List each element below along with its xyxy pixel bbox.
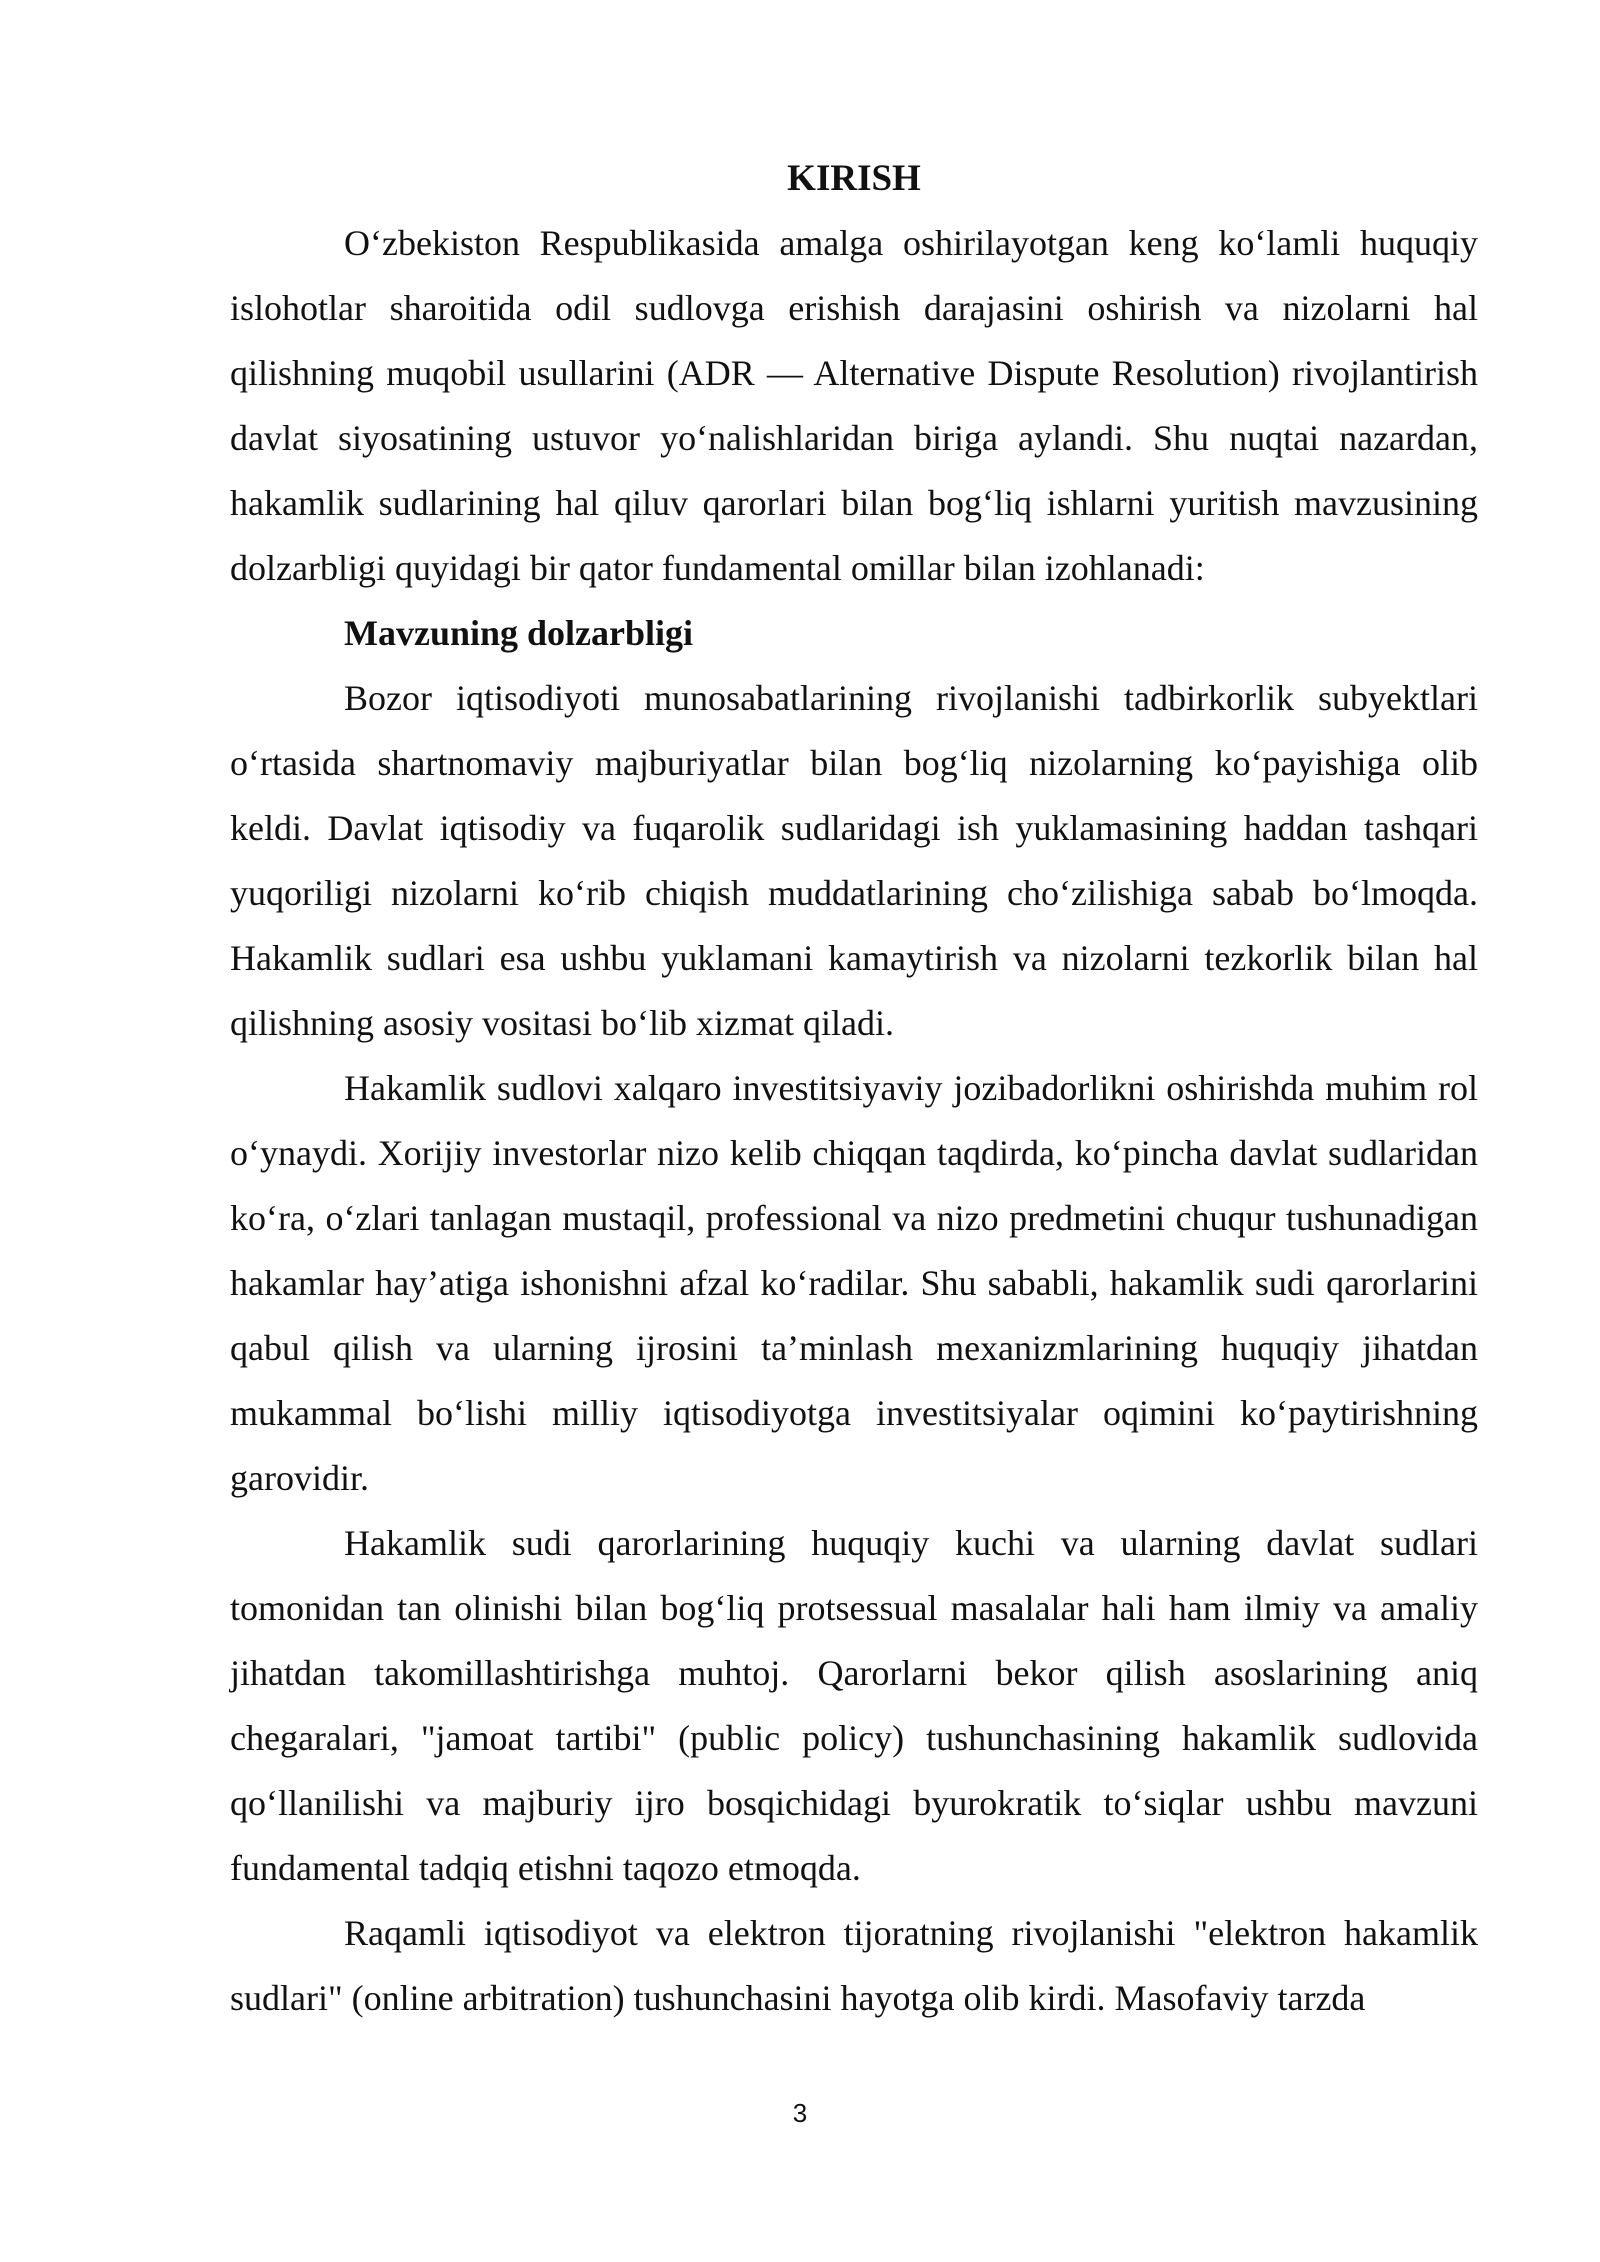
page-title: KIRISH: [787, 158, 921, 199]
section-heading: Mavzuning dolzarbligi: [344, 613, 694, 653]
document-page: [230, 146, 1478, 2031]
page-number: 3: [792, 2098, 808, 2128]
body-paragraph-3: Hakamlik sudi qarorlarining huquqiy kuchi va ularning davlat sudlari tomonidan tan olinishi bilan bog‘liq protsessual masalalar hali ham ilmiy va amaliy jihatdan takomillashtirishga muhtoj. Qarorlarni bekor qilish asoslarining aniq chegaralari, "jamoat tartibi" (public policy) tushunchasining hakamlik sudlovida qo‘llanilishi va majburiy ijro bosqichidagi byurokratik to‘siqlar ushbu mavzuni fundamental tadqiq etishni taqozo etmoqda.: [230, 1523, 1478, 1888]
body-paragraph-1: Bozor iqtisodiyoti munosabatlarining rivojlanishi tadbirkorlik subyektlari o‘rtasida shartnomaviy majburiyatlar bilan bog‘liq nizolarning ko‘payishiga olib keldi. Davlat iqtisodiy va fuqarolik sudlaridagi ish yuklamasining haddan tashqari yuqoriligi nizolarni ko‘rib chiqish muddatlarining cho‘zilishiga sabab bo‘lmoqda. Hakamlik sudlari esa ushbu yuklamani kamaytirish va nizolarni tezkorlik bilan hal qilishning asosiy vositasi bo‘lib xizmat qiladi.: [230, 678, 1478, 1043]
body-paragraph-4: Raqamli iqtisodiyot va elektron tijoratning rivojlanishi "elektron hakamlik sudlari" (online arbitration) tushunchasini hayotga olib kirdi. Masofaviy tarzda: [230, 1913, 1478, 2018]
body-paragraph-2: Hakamlik sudlovi xalqaro investitsiyaviy jozibadorlikni oshirishda muhim rol o‘ynaydi. Xorijiy investorlar nizo kelib chiqqan taqdirda, ko‘pincha davlat sudlaridan ko‘ra, o‘zlari tanlagan mustaqil, professional va nizo predmetini chuqur tushunadigan hakamlar hay’atiga ishonishni afzal ko‘radilar. Shu sababli, hakamlik sudi qarorlarini qabul qilish va ularning ijrosini ta’minlash mexanizmlarining huquqiy jihatdan mukammal bo‘lishi milliy iqtisodiyotga investitsiyalar oqimini ko‘paytirishning garovidir.: [230, 1068, 1478, 1498]
intro-paragraph: O‘zbekiston Respublikasida amalga oshirilayotgan keng ko‘lamli huquqiy islohotlar sharoitida odil sudlovga erishish darajasini oshirish va nizolarni hal qilishning muqobil usullarini (ADR — Alternative Dispute Resolution) rivojlantirish davlat siyosatining ustuvor yo‘nalishlaridan biriga aylandi. Shu nuqtai nazardan, hakamlik sudlarining hal qiluv qarorlari bilan bog‘liq ishlarni yuritish mavzusining dolzarbligi quyidagi bir qator fundamental omillar bilan izohlanadi:: [230, 223, 1478, 588]
